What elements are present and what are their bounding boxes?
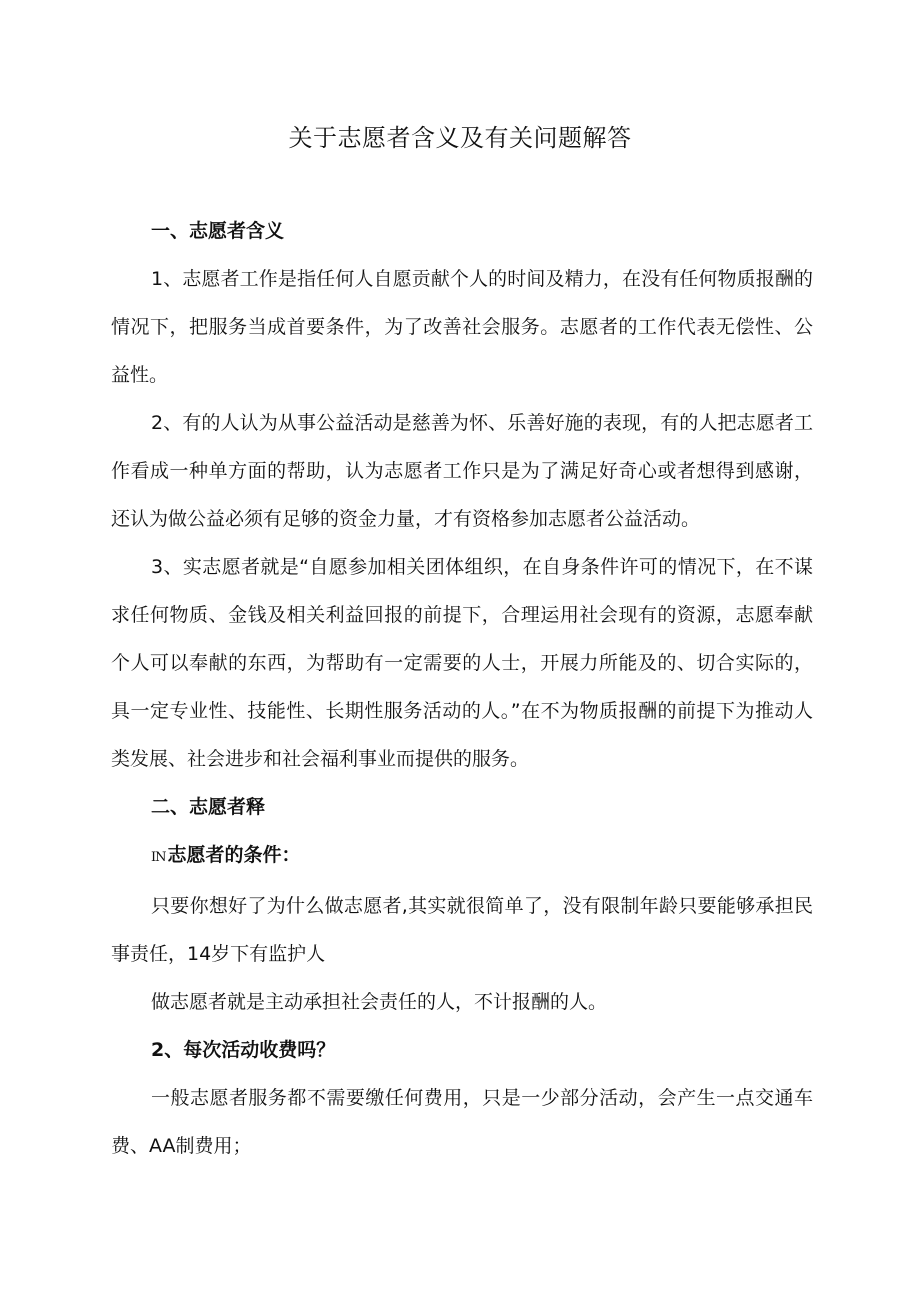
section-heading-explanation: 二、志愿者释	[151, 796, 266, 818]
paragraph-meaning-3: 3、实志愿者就是“自愿参加相关团体组织，在自身条件许可的情况下，在不谋求任何物质、金钱及相关利益回报的前提下，合理运用社会现有的资源，志愿奉献个人可以奉献的东西，为帮助有一定需要的人士，开展力所能及的、切合实际的，具一定专业性、技能性、长期性服务活动的人。”在不为物质报酬的前提下为推动人类发展、社会进步和社会福利事业而提供的服务。	[111, 556, 813, 770]
list-marker: IN	[151, 850, 166, 865]
section-heading-meaning: 一、志愿者含义	[151, 220, 285, 242]
question-conditions-label: 志愿者的条件：	[167, 844, 301, 866]
question-fees-heading: 2、每次活动收费吗？	[151, 1039, 336, 1061]
document-body	[111, 207, 813, 1170]
paragraph-conditions-2: 做志愿者就是主动承担社会责任的人，不计报酬的人。	[151, 991, 608, 1013]
paragraph-conditions-1: 只要你想好了为什么做志愿者,其实就很简单了，没有限制年龄只要能够承担民事责任，14岁下有监护人	[111, 895, 813, 965]
question-conditions-heading	[111, 831, 813, 882]
document-title: 关于志愿者含义及有关问题解答	[288, 124, 632, 152]
paragraph-meaning-1: 1、志愿者工作是指任何人自愿贡献个人的时间及精力，在没有任何物质报酬的情况下，把服务当成首要条件，为了改善社会服务。志愿者的工作代表无偿性、公益性。	[111, 268, 813, 386]
paragraph-fees-1: 一般志愿者服务都不需要缴任何费用，只是一少部分活动，会产生一点交通车费、AA制费用；	[111, 1087, 813, 1157]
paragraph-meaning-2: 2、有的人认为从事公益活动是慈善为怀、乐善好施的表现，有的人把志愿者工作看成一种单方面的帮助，认为志愿者工作只是为了满足好奇心或者想得到感谢，还认为做公益必须有足够的资金力量，才有资格参加志愿者公益活动。	[111, 412, 813, 530]
